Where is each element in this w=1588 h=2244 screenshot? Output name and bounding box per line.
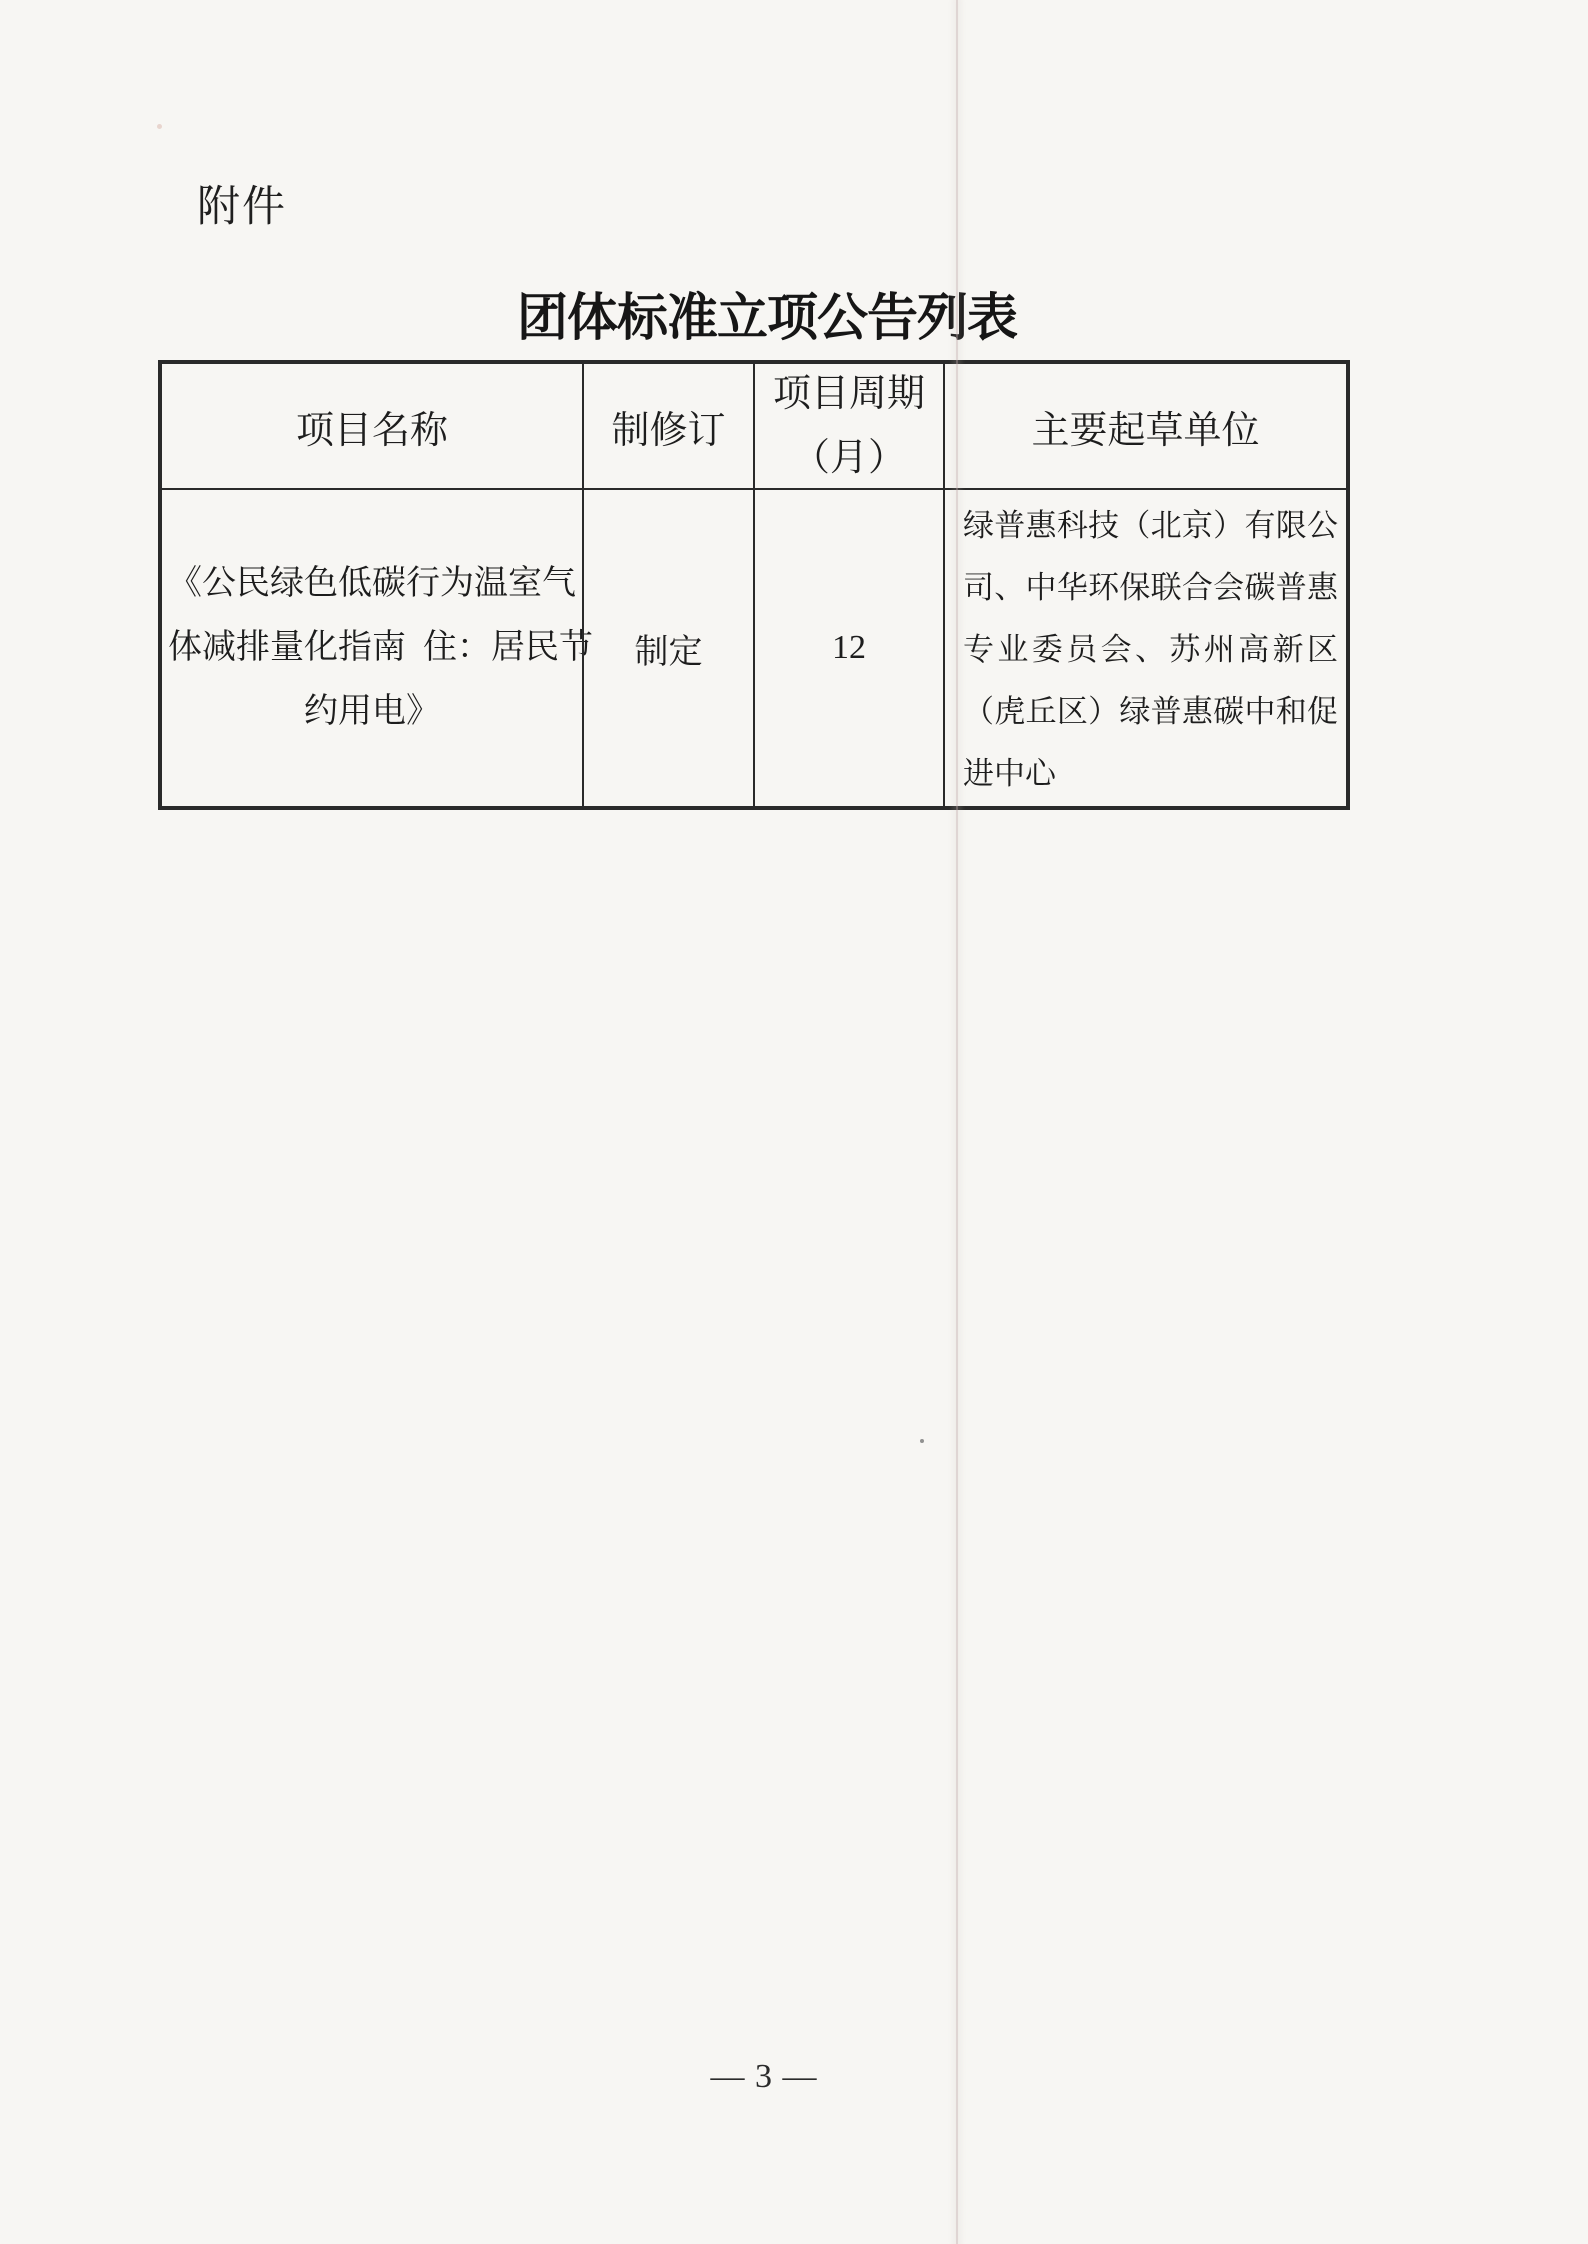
scan-speck: [920, 1439, 924, 1443]
project-name-line: 约用电》: [304, 693, 440, 730]
drafting-units-line: 司、中华环保联合会碳普惠: [963, 570, 1338, 605]
cell-period-months: 12: [753, 490, 943, 806]
col-header-project-period-line2: （月）: [791, 437, 906, 479]
cell-revision-type: 制定: [582, 490, 753, 806]
col-header-revision-type: 制修订: [582, 364, 753, 490]
drafting-units-line: （虎丘区）绿普惠碳中和促: [963, 694, 1338, 729]
cell-drafting-units: [943, 490, 1346, 806]
project-name-line: 体减排量化指南 住：居民节: [168, 629, 593, 666]
drafting-units-line: 绿普惠科技（北京）有限公: [963, 508, 1338, 543]
standards-table: [158, 360, 1350, 810]
drafting-units-line: 进中心: [963, 756, 1056, 791]
col-header-project-name: 项目名称: [162, 364, 582, 490]
drafting-units-line: 专业委员会、苏州高新区: [963, 632, 1338, 667]
cell-project-name: [162, 490, 593, 806]
scan-speck: [157, 124, 162, 129]
col-header-drafting-units: 主要起草单位: [943, 364, 1346, 490]
attachment-label: 附件: [197, 184, 287, 231]
col-header-project-period: [753, 364, 943, 490]
project-name-line: 《公民绿色低碳行为温室气: [168, 565, 576, 602]
col-header-project-period-line1: 项目周期: [772, 373, 925, 415]
page-number: — 3 —: [710, 2058, 818, 2095]
page-title: 团体标准立项公告列表: [517, 291, 1018, 347]
